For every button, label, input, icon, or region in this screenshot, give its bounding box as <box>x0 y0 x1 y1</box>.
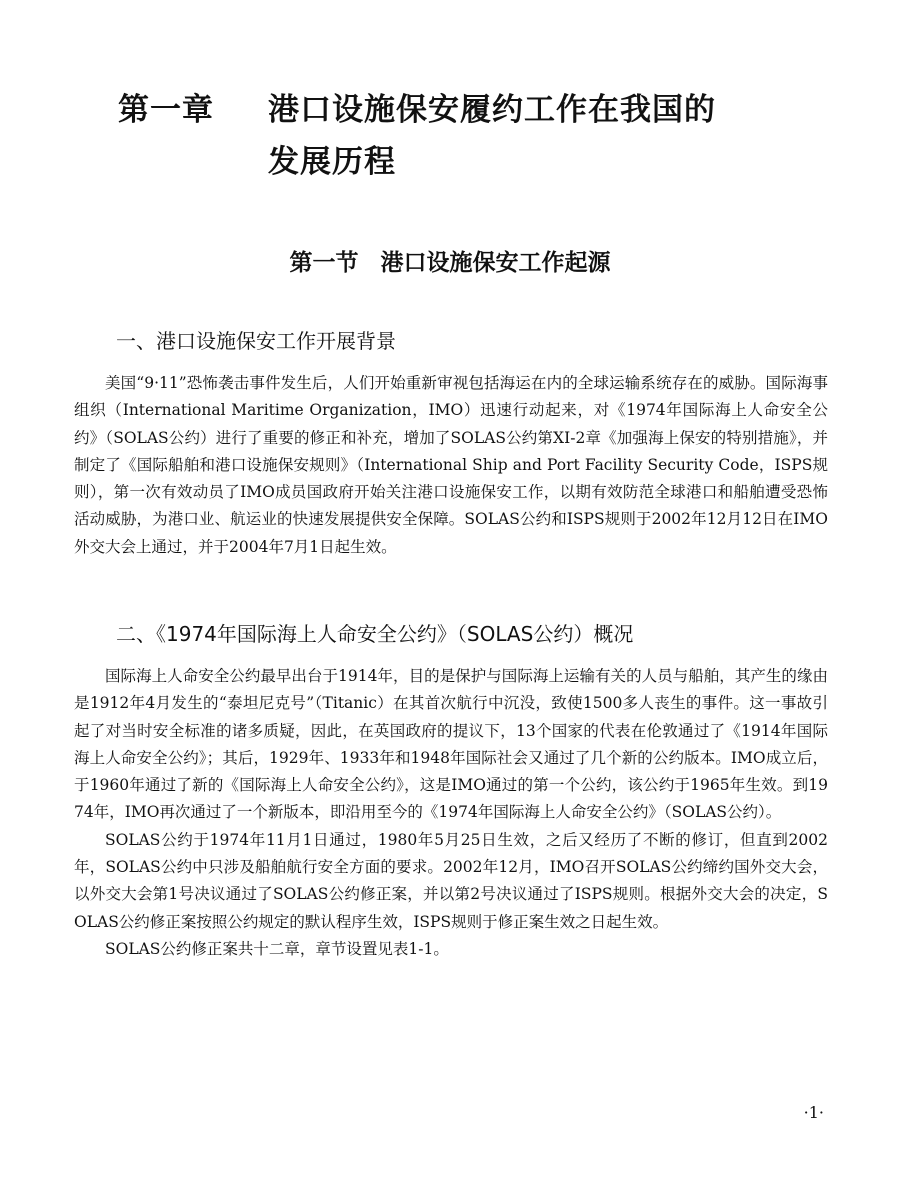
body-paragraph: SOLAS公约于1974年11月1日通过，1980年5月25日生效，之后又经历了不断的修订，但直到2002年，SOLAS公约中只涉及船舶航行安全方面的要求。2002年12月，IMO召开SOLAS公约缔约国外交大会，以外交大会第1号决议通过了SOLAS公约修正案，并以第2号决议通过了ISPS规则。根据外交大会的决定，SOLAS公约修正案按照公约规定的默认程序生效，ISPS规则于修正案生效之日起生效。 <box>74 830 828 931</box>
chapter-number: 第一章 <box>118 92 214 128</box>
subsection-body-background <box>74 370 828 561</box>
chapter-title <box>118 84 716 188</box>
section-number: 第一节 <box>289 250 359 276</box>
section-title-text: 港口设施保安工作起源 <box>380 250 611 276</box>
subsection-heading-background: 一、港口设施保安工作开展背景 <box>116 329 396 353</box>
chapter-title-line1: 港口设施保安履约工作在我国的 <box>268 92 716 128</box>
subsection-body-solas-overview <box>74 663 828 963</box>
body-paragraph: 美国“9·11”恐怖袭击事件发生后，人们开始重新审视包括海运在内的全球运输系统存在的威胁。国际海事组织（International Maritime Organization，IMO）迅速行动起来，对《1974年国际海上人命安全公约》（SOLAS公约）进行了重要的修正和补充，增加了SOLAS公约第XI-2章《加强海上保安的特别措施》，并制定了《国际船舶和港口设施保安规则》（International Ship and Port Facility Security Code，ISPS规则），第一次有效动员了IMO成员国政府开始关注港口设施保安工作，以期有效防范全球港口和船舶遭受恐怖活动威胁，为港口业、航运业的快速发展提供安全保障。SOLAS公约和ISPS规则于2002年12月12日在IMO外交大会上通过，并于2004年7月1日起生效。 <box>74 374 828 556</box>
body-paragraph: 国际海上人命安全公约最早出台于1914年，目的是保护与国际海上运输有关的人员与船舶，其产生的缘由是1912年4月发生的“泰坦尼克号”（Titanic）在其首次航行中沉没，致使1500多人丧生的事件。这一事故引起了对当时安全标准的诸多质疑，因此，在英国政府的提议下，13个国家的代表在伦敦通过了《1914年国际海上人命安全公约》；其后，1929年、1933年和1948年国际社会又通过了几个新的公约版本。IMO成立后，于1960年通过了新的《国际海上人命安全公约》，这是IMO通过的第一个公约，该公约于1965年生效。到1974年，IMO再次通过了一个新版本，即沿用至今的《1974年国际海上人命安全公约》（SOLAS公约）。 <box>74 667 828 822</box>
page-number: ·1· <box>803 1103 824 1122</box>
chapter-title-line2: 发展历程 <box>268 144 396 180</box>
subsection-heading-solas-overview: 二、《1974年国际海上人命安全公约》（SOLAS公约）概况 <box>116 622 634 646</box>
section-title <box>0 246 900 280</box>
body-paragraph: SOLAS公约修正案共十二章，章节设置见表1-1。 <box>105 939 449 958</box>
